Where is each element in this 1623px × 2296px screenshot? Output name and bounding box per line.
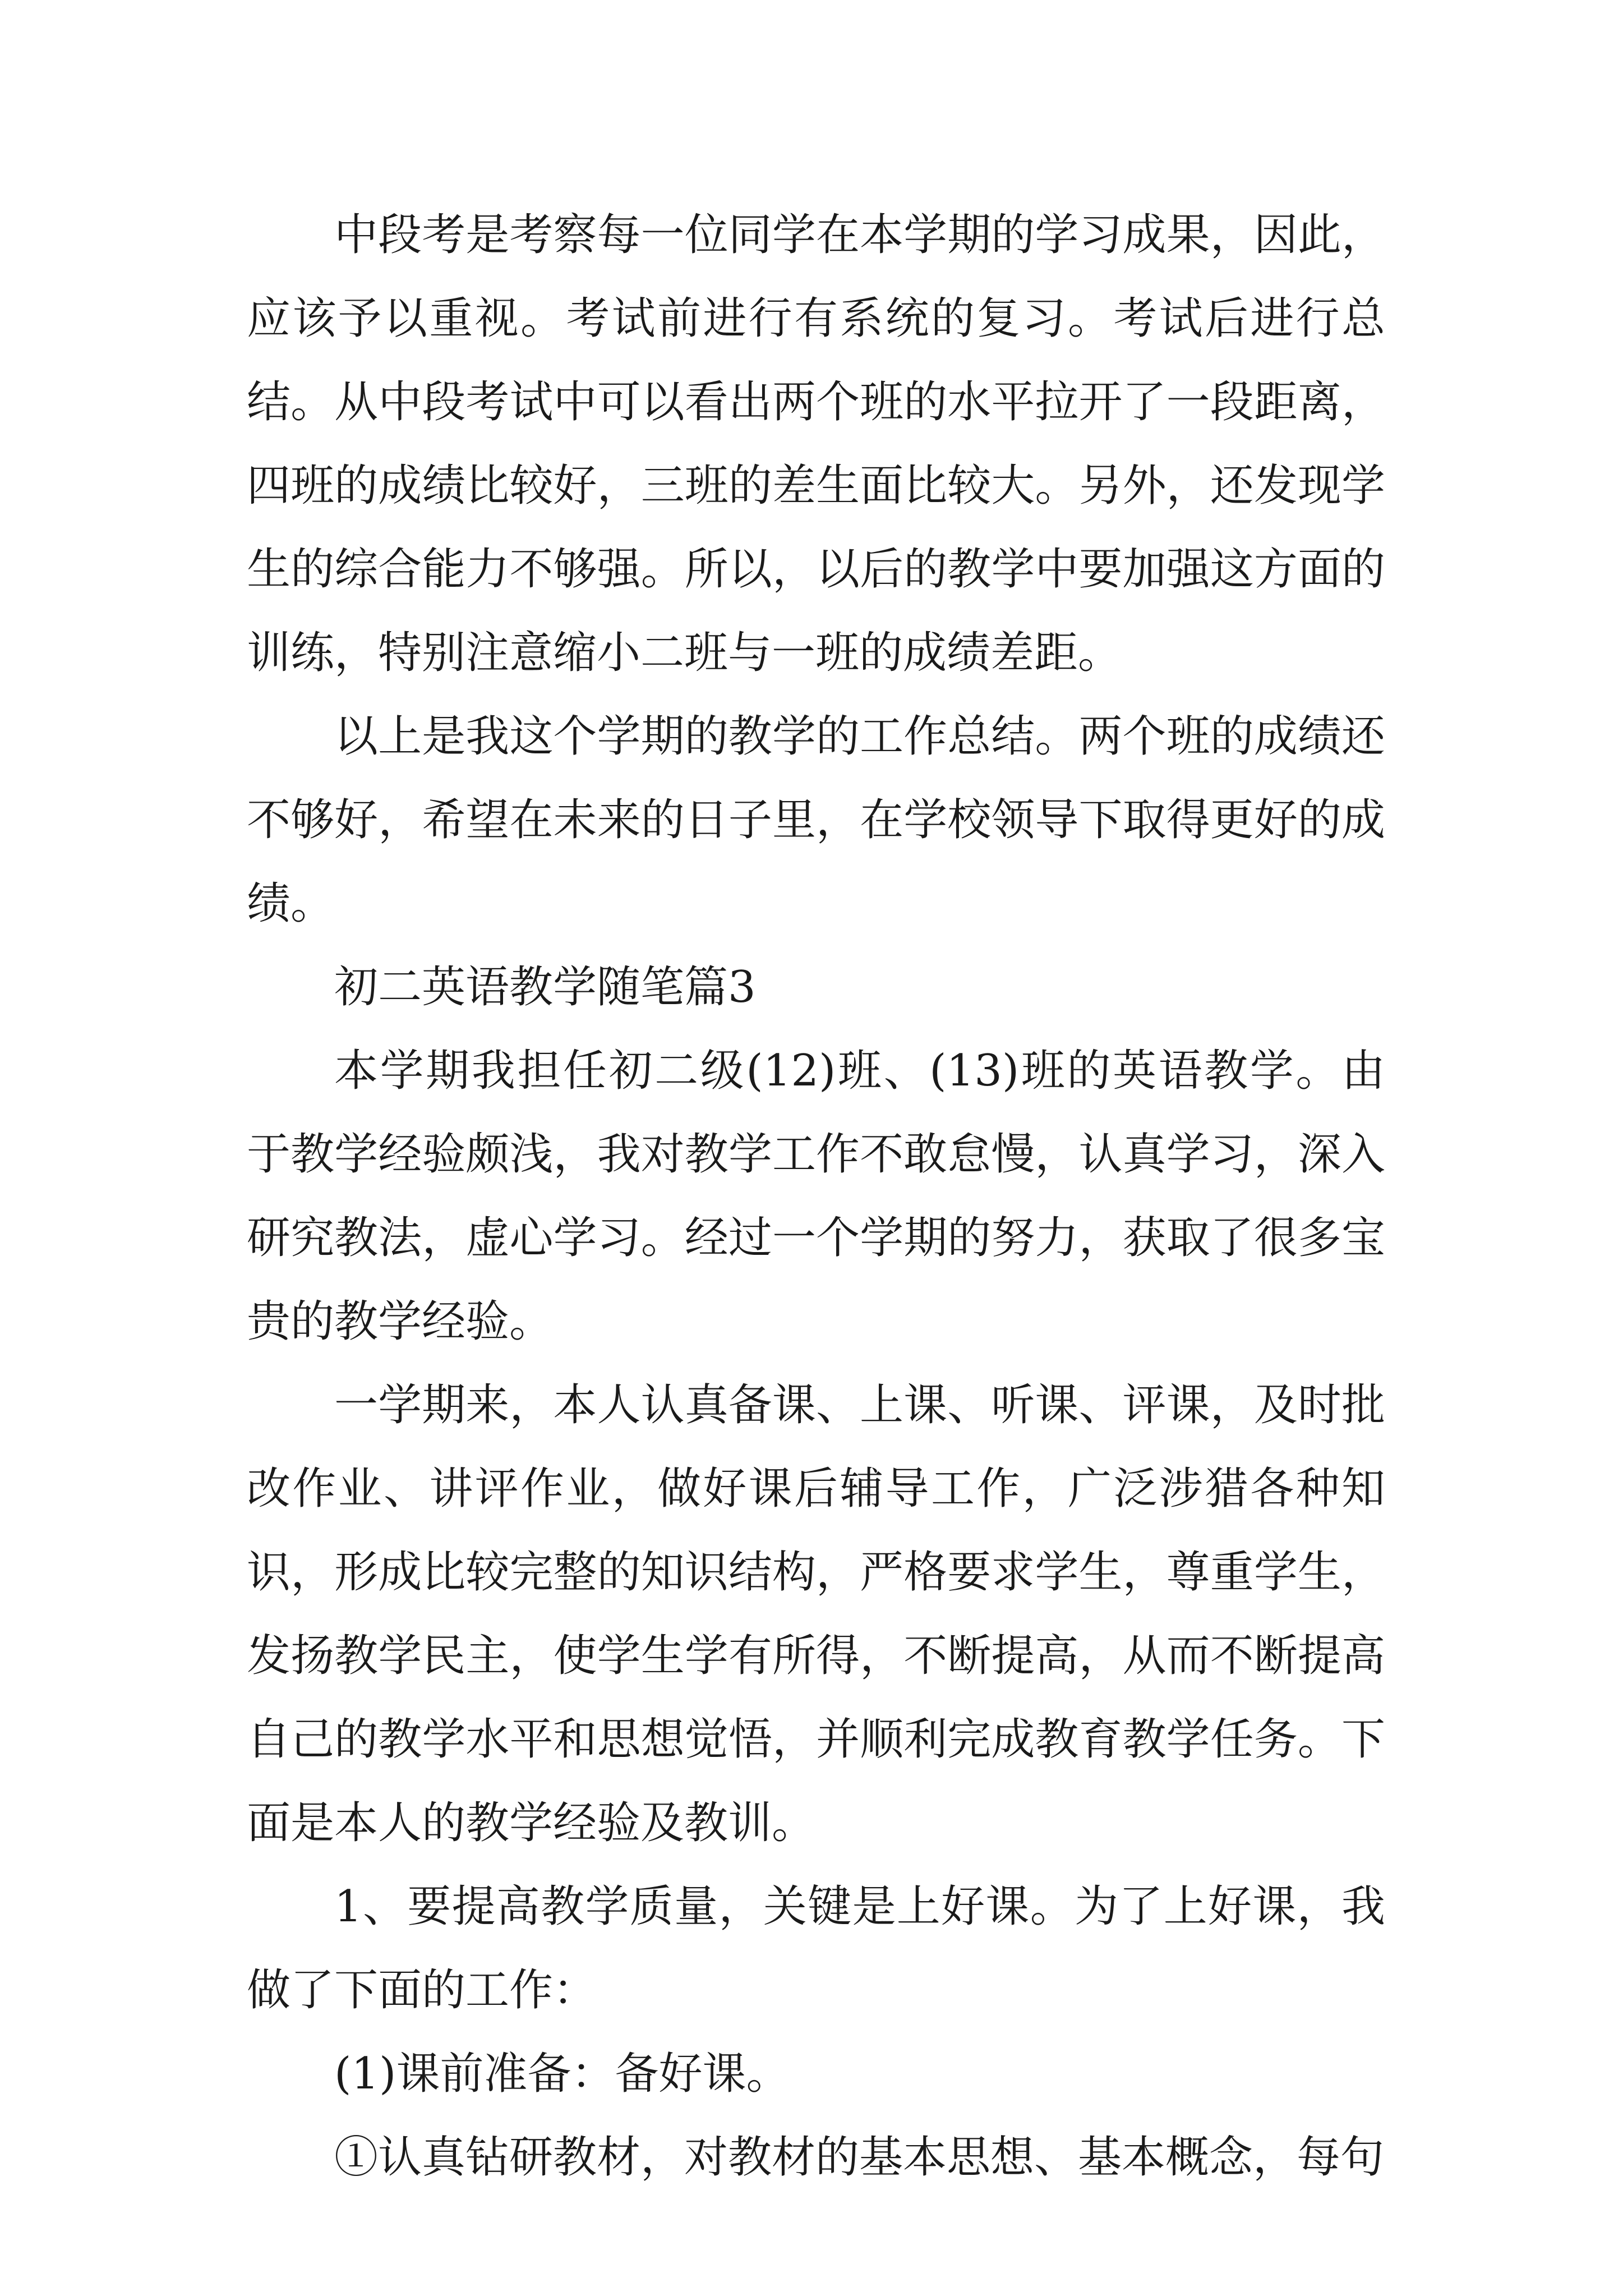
paragraph-semester-work: 一学期来，本人认真备课、上课、听课、评课，及时批改作业、讲评作业，做好课后辅导工作，广泛涉猎各种知识，形成比较完整的知识结构，严格要求学生，尊重学生，发扬教学民主，使学生学有所得，不断提高，从而不断提高自己的教学水平和思想觉悟，并顺利完成教育教学任务。下面是本人的教学经验及教训。 [247, 1380, 1385, 1848]
section-heading: 初二英语教学随笔篇3 [334, 962, 756, 1013]
paragraph-teaching-assignment: 本学期我担任初二级(12)班、(13)班的英语教学。由于教学经验颇浅，我对教学工作不敢怠慢，认真学习，深入研究教法，虚心学习。经过一个学期的努力，获取了很多宝贵的教学经验。 [247, 1046, 1385, 1347]
paragraph-subpoint-1: (1)课前准备：备好课。 [334, 2049, 790, 2099]
paragraph-semester-summary: 以上是我这个学期的教学的工作总结。两个班的成绩还不够好，希望在未来的日子里，在学校领导下取得更好的成绩。 [247, 711, 1385, 929]
paragraph-point-1: 1、要提高教学质量，关键是上好课。为了上好课，我做了下面的工作： [247, 1881, 1385, 2016]
document-body [247, 194, 1385, 2200]
paragraph-midterm-exam: 中段考是考察每一位同学在本学期的学习成果，因此，应该予以重视。考试前进行有系统的复习。考试后进行总结。从中段考试中可以看出两个班的水平拉开了一段距离，四班的成绩比较好，三班的差生面比较大。另外，还发现学生的综合能力不够强。所以，以后的教学中要加强这方面的训练，特别注意缩小二班与一班的成绩差距。 [247, 210, 1385, 678]
paragraph-item-circled-1: ①认真钻研教材，对教材的基本思想、基本概念，每句 [334, 2132, 1385, 2183]
